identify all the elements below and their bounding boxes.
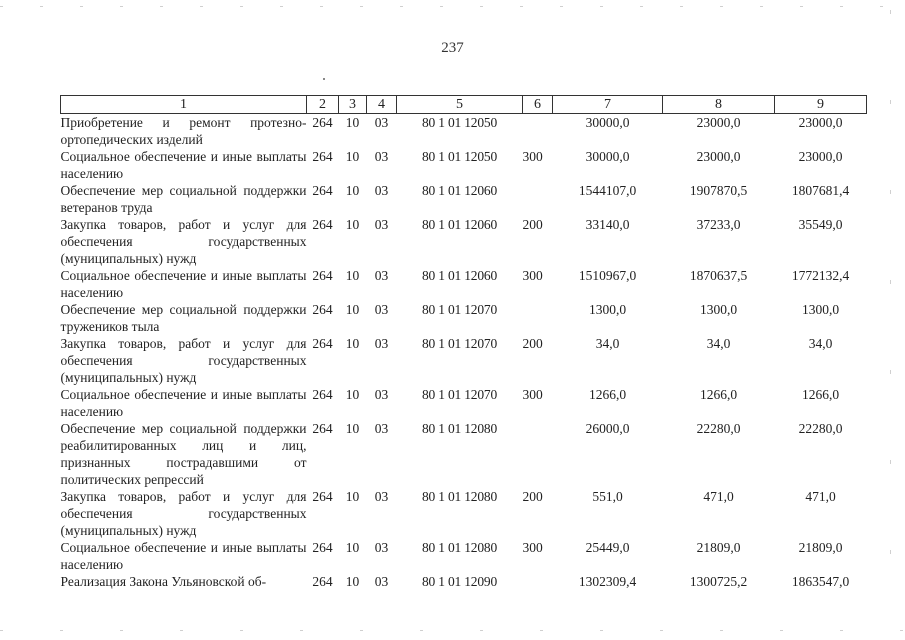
row-col-2: 264 bbox=[312, 217, 333, 232]
row-name: Социальное обеспечение и иные выплаты населению bbox=[60, 387, 307, 419]
row-name: Закупка товаров, работ и услуг для обеспечения государственных (муниципальных) нужд bbox=[60, 217, 307, 266]
row-name: Закупка товаров, работ и услуг для обеспечения государственных (муниципальных) нужд bbox=[60, 336, 307, 385]
row-col-5: 80 1 01 12080 bbox=[421, 489, 498, 504]
row-col-7: 34,0 bbox=[595, 336, 620, 351]
table-row bbox=[61, 216, 867, 267]
row-col-3: 10 bbox=[345, 149, 360, 164]
row-col-8: 21809,0 bbox=[696, 540, 741, 555]
row-name: Приобретение и ремонт протезно-ортопедических изделий bbox=[60, 115, 307, 147]
row-col-7: 1544107,0 bbox=[578, 183, 637, 198]
header-col-5: 5 bbox=[397, 96, 523, 114]
row-col-6: 300 bbox=[522, 268, 543, 283]
row-col-5: 80 1 01 12060 bbox=[421, 217, 498, 232]
row-col-4: 03 bbox=[374, 268, 389, 283]
row-col-7: 26000,0 bbox=[585, 421, 630, 436]
row-col-5: 80 1 01 12050 bbox=[421, 149, 498, 164]
row-name: Обеспечение мер социальной поддержки ветеранов труда bbox=[60, 183, 307, 215]
row-col-9: 35549,0 bbox=[798, 217, 843, 232]
row-col-5: 80 1 01 12070 bbox=[421, 387, 498, 402]
row-col-9: 21809,0 bbox=[798, 540, 843, 555]
header-col-2: 2 bbox=[307, 96, 339, 114]
row-col-6 bbox=[523, 420, 553, 488]
row-col-8: 23000,0 bbox=[696, 149, 741, 164]
row-col-2: 264 bbox=[312, 421, 333, 436]
row-col-8: 1300,0 bbox=[699, 302, 738, 317]
row-col-9: 471,0 bbox=[805, 489, 836, 504]
header-col-7: 7 bbox=[553, 96, 663, 114]
header-col-6: 6 bbox=[523, 96, 553, 114]
row-col-2: 264 bbox=[312, 115, 333, 130]
row-col-3: 10 bbox=[345, 336, 360, 351]
row-col-2: 264 bbox=[312, 574, 333, 589]
row-col-6: 300 bbox=[522, 149, 543, 164]
row-col-8: 23000,0 bbox=[696, 115, 741, 130]
row-col-3: 10 bbox=[345, 183, 360, 198]
row-col-9: 1772132,4 bbox=[791, 268, 850, 283]
table-row bbox=[61, 182, 867, 216]
row-col-8: 37233,0 bbox=[696, 217, 741, 232]
table-row bbox=[61, 488, 867, 539]
row-col-6: 300 bbox=[522, 540, 543, 555]
row-col-7: 30000,0 bbox=[585, 149, 630, 164]
row-col-6 bbox=[523, 114, 553, 149]
table-row bbox=[61, 386, 867, 420]
row-col-8: 1907870,5 bbox=[689, 183, 748, 198]
row-col-6: 200 bbox=[522, 217, 543, 232]
row-col-9: 23000,0 bbox=[798, 149, 843, 164]
header-col-9: 9 bbox=[775, 96, 867, 114]
header-col-4: 4 bbox=[367, 96, 397, 114]
row-col-4: 03 bbox=[374, 149, 389, 164]
table-row bbox=[61, 301, 867, 335]
row-col-3: 10 bbox=[345, 268, 360, 283]
row-col-2: 264 bbox=[312, 268, 333, 283]
row-col-9: 22280,0 bbox=[798, 421, 843, 436]
row-name: Обеспечение мер социальной поддержки реабилитированных лиц и лиц, признанных пострадавшими от политических репрессий bbox=[60, 421, 307, 487]
budget-table bbox=[60, 95, 867, 590]
header-row bbox=[61, 96, 867, 114]
row-col-5: 80 1 01 12080 bbox=[421, 421, 498, 436]
row-col-4: 03 bbox=[374, 387, 389, 402]
row-col-2: 264 bbox=[312, 183, 333, 198]
row-col-3: 10 bbox=[345, 387, 360, 402]
row-name: Реализация Закона Ульяновской об- bbox=[60, 574, 267, 589]
row-name: Обеспечение мер социальной поддержки тружеников тыла bbox=[60, 302, 307, 334]
row-col-8: 1300725,2 bbox=[689, 574, 748, 589]
row-col-3: 10 bbox=[345, 217, 360, 232]
header-col-3: 3 bbox=[339, 96, 367, 114]
row-col-7: 33140,0 bbox=[585, 217, 630, 232]
row-col-3: 10 bbox=[345, 302, 360, 317]
row-col-9: 1300,0 bbox=[801, 302, 840, 317]
row-col-9: 34,0 bbox=[808, 336, 833, 351]
row-col-8: 22280,0 bbox=[696, 421, 741, 436]
row-col-8: 471,0 bbox=[703, 489, 734, 504]
row-col-6: 200 bbox=[522, 489, 543, 504]
page-number: 237 bbox=[441, 40, 464, 56]
table-row bbox=[61, 267, 867, 301]
row-col-2: 264 bbox=[312, 149, 333, 164]
row-col-2: 264 bbox=[312, 489, 333, 504]
row-col-7: 30000,0 bbox=[585, 115, 630, 130]
row-col-3: 10 bbox=[345, 421, 360, 436]
row-col-3: 10 bbox=[345, 489, 360, 504]
row-col-4: 03 bbox=[374, 217, 389, 232]
row-col-8: 1870637,5 bbox=[689, 268, 748, 283]
row-col-4: 03 bbox=[374, 183, 389, 198]
row-col-8: 34,0 bbox=[706, 336, 731, 351]
row-col-5: 80 1 01 12060 bbox=[421, 183, 498, 198]
table-row bbox=[61, 539, 867, 573]
scan-edge-right bbox=[890, 10, 891, 630]
table-row bbox=[61, 114, 867, 149]
row-col-3: 10 bbox=[345, 574, 360, 589]
row-col-7: 25449,0 bbox=[585, 540, 630, 555]
row-col-5: 80 1 01 12070 bbox=[421, 302, 498, 317]
row-col-5: 80 1 01 12050 bbox=[421, 115, 498, 130]
row-col-4: 03 bbox=[374, 421, 389, 436]
row-col-4: 03 bbox=[374, 115, 389, 130]
row-col-9: 1863547,0 bbox=[791, 574, 850, 589]
row-col-7: 551,0 bbox=[592, 489, 623, 504]
row-col-4: 03 bbox=[374, 336, 389, 351]
row-col-2: 264 bbox=[312, 540, 333, 555]
row-col-6 bbox=[523, 573, 553, 590]
row-col-6 bbox=[523, 301, 553, 335]
row-col-6 bbox=[523, 182, 553, 216]
row-col-7: 1300,0 bbox=[588, 302, 627, 317]
row-col-9: 1807681,4 bbox=[791, 183, 850, 198]
header-col-8: 8 bbox=[663, 96, 775, 114]
row-col-2: 264 bbox=[312, 336, 333, 351]
scan-edge-top bbox=[0, 6, 905, 7]
row-col-2: 264 bbox=[312, 387, 333, 402]
row-col-7: 1266,0 bbox=[588, 387, 627, 402]
row-col-7: 1510967,0 bbox=[578, 268, 637, 283]
row-col-2: 264 bbox=[312, 302, 333, 317]
row-col-6: 300 bbox=[522, 387, 543, 402]
row-col-7: 1302309,4 bbox=[578, 574, 637, 589]
row-name: Социальное обеспечение и иные выплаты населению bbox=[60, 268, 307, 300]
row-col-4: 03 bbox=[374, 302, 389, 317]
row-col-9: 23000,0 bbox=[798, 115, 843, 130]
table-row bbox=[61, 335, 867, 386]
row-col-4: 03 bbox=[374, 574, 389, 589]
row-col-8: 1266,0 bbox=[699, 387, 738, 402]
scan-edge-bottom bbox=[0, 630, 905, 631]
row-col-3: 10 bbox=[345, 540, 360, 555]
row-col-4: 03 bbox=[374, 540, 389, 555]
row-col-5: 80 1 01 12070 bbox=[421, 336, 498, 351]
table-row bbox=[61, 148, 867, 182]
table-row bbox=[61, 420, 867, 488]
row-col-9: 1266,0 bbox=[801, 387, 840, 402]
table-row bbox=[61, 573, 867, 590]
row-col-5: 80 1 01 12060 bbox=[421, 268, 498, 283]
row-name: Закупка товаров, работ и услуг для обеспечения государственных (муниципальных) нужд bbox=[60, 489, 307, 538]
row-name: Социальное обеспечение и иные выплаты населению bbox=[60, 540, 307, 572]
scan-speck bbox=[323, 78, 325, 80]
row-name: Социальное обеспечение и иные выплаты населению bbox=[60, 149, 307, 181]
row-col-5: 80 1 01 12080 bbox=[421, 540, 498, 555]
row-col-5: 80 1 01 12090 bbox=[421, 574, 498, 589]
row-col-4: 03 bbox=[374, 489, 389, 504]
row-col-6: 200 bbox=[522, 336, 543, 351]
row-col-3: 10 bbox=[345, 115, 360, 130]
header-col-1: 1 bbox=[61, 96, 307, 114]
